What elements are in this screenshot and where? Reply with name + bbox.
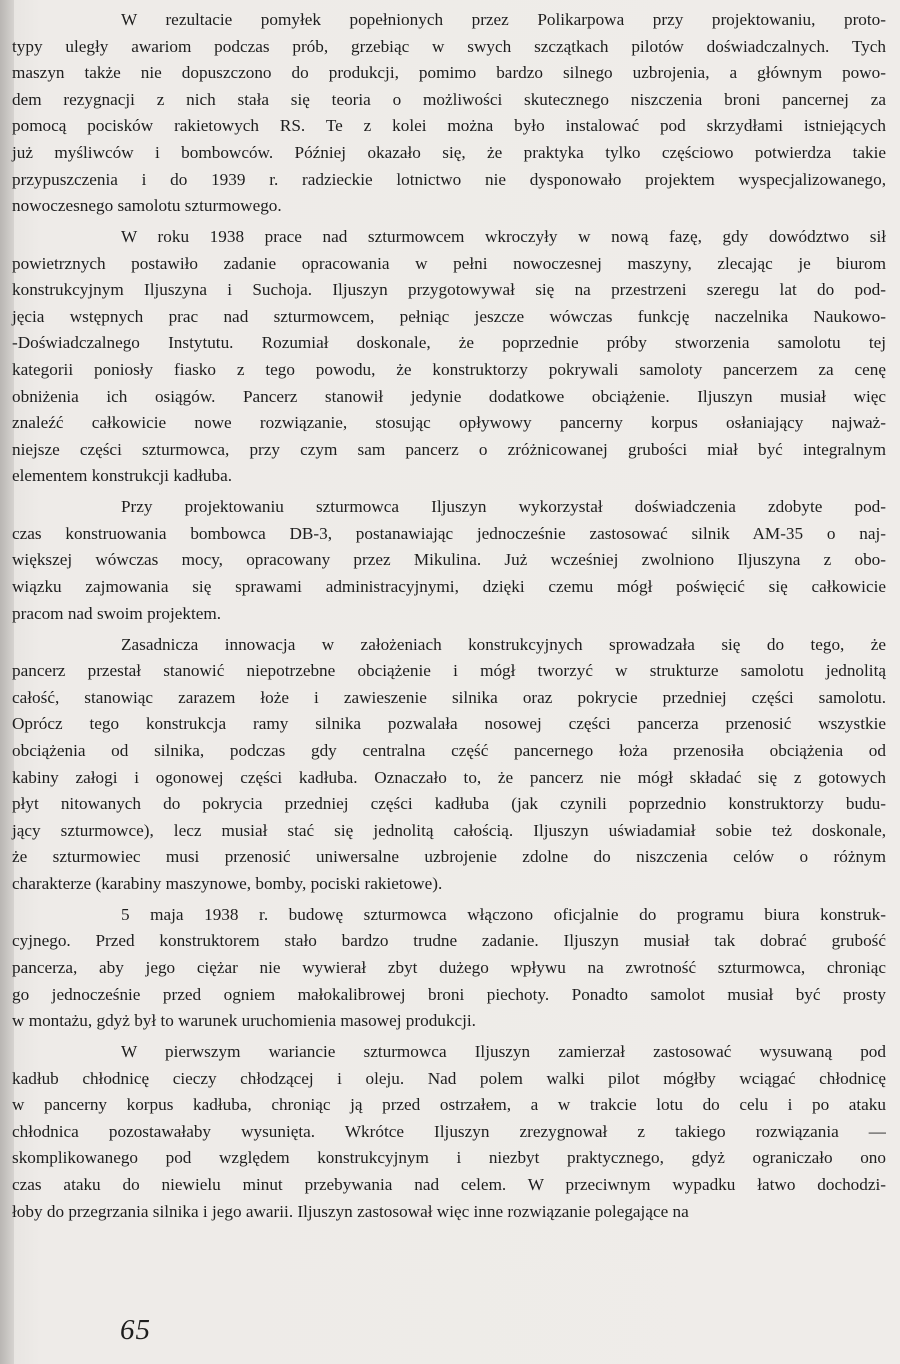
text-line: chłodnica pozostawałaby wysunięta. Wkrótce Iljuszyn zrezygnował z takiego rozwiązania — (12, 1121, 886, 1141)
text-line: pancerza, aby jego ciężar nie wywierał zbyt dużego wpływu na zwrotność szturmowca, chroniąc (12, 957, 886, 977)
paragraph (0, 224, 886, 490)
text-line: kategorii poniosły fiasko z tego powodu, że konstruktorzy pokrywali samoloty pancerzem za cenę (12, 360, 886, 380)
text-line: wiązku zajmowania się sprawami administracyjnymi, dzięki czemu mógł poświęcić się całkowicie (12, 577, 886, 597)
text-line: jęcia wstępnych prac nad szturmowcem, pełniąc jeszcze wówczas funkcję naczelnika Naukowo- (12, 306, 886, 326)
text-line: w pancerny korpus kadłuba, chroniąc ją przed ostrzałem, a w trakcie lotu do celu i po ataku (12, 1095, 886, 1115)
paragraph (0, 632, 886, 898)
text-line: typy uległy awariom podczas prób, grzebiąc w swych szczątkach pilotów doświadczalnych. Tych (12, 36, 886, 56)
text-line: już myśliwców i bombowców. Później okazało się, że praktyka tylko częściowo potwierdza takie (12, 142, 886, 162)
text-line: maszyn także nie dopuszczono do produkcji, pomimo bardzo silnego uzbrojenia, a głównym powo- (12, 63, 886, 83)
text-line: kadłub chłodnicę cieczy chłodzącej i oleju. Nad polem walki pilot mógłby wciągać chłodnicę (12, 1068, 886, 1088)
text-line: powietrznych postawiło zadanie opracowania w pełni nowoczesnej maszyny, zlecając je biurom (12, 253, 886, 273)
text-line: pracom nad swoim projektem. (12, 603, 222, 623)
text-line: go jednocześnie przed ogniem małokalibrowej broni piechoty. Ponadto samolot musiał być prosty (12, 984, 886, 1004)
text-line: że szturmowiec musi przenosić uniwersalne uzbrojenie zdolne do niszczenia celów o różnym (12, 847, 886, 867)
body-text (0, 7, 886, 1230)
text-line: całość, stanowiąc zarazem łoże i zawieszenie silnika oraz pokrycie przedniej części samolotu. (12, 687, 886, 707)
text-line: przypuszczenia i do 1939 r. radzieckie lotnictwo nie dysponowało projektem wyspecjalizowanego, (12, 169, 886, 189)
text-line: płyt nitowanych do pokrycia przedniej części kadłuba (jak czynili poprzednio konstruktorzy budu- (12, 794, 886, 814)
text-line: Oprócz tego konstrukcja ramy silnika pozwalała nosowej części pancerza przenosić wszystkie (12, 714, 886, 734)
text-line: czas konstruowania bombowca DB-3, postanawiając jednocześnie zastosować silnik AM-35 o naj- (12, 523, 886, 543)
text-line: pancerz przestał stanowić niepotrzebne obciążenie i mógł tworzyć w strukturze samolotu jednolitą (12, 661, 886, 681)
text-line: Przy projektowaniu szturmowca Iljuszyn wykorzystał doświadczenia zdobyte pod- (121, 497, 886, 517)
text-line: łoby do przegrzania silnika i jego awarii. Iljuszyn zastosował więc inne rozwiązanie polegające na (12, 1201, 689, 1221)
text-line: pomocą pocisków rakietowych RS. Te z kolei można było instalować pod skrzydłami istniejących (12, 116, 886, 136)
text-line: skomplikowanego pod względem konstrukcyjnym i niezbyt praktycznego, gdyż ograniczało ono (12, 1148, 886, 1168)
text-line: jący szturmowce), lecz musiał stać się jednolitą całością. Iljuszyn uświadamiał sobie też doskonale, (12, 820, 886, 840)
text-line: dem rezygnacji z nich stała się teoria o możliwości skutecznego niszczenia broni pancernej za (12, 89, 886, 109)
text-line: nowoczesnego samolotu szturmowego. (12, 196, 282, 216)
text-line: konstrukcyjnym Iljuszyna i Suchoja. Iljuszyn przygotowywał się na przestrzeni szeregu lat do pod- (12, 280, 886, 300)
text-line: obniżenia ich osiągów. Pancerz stanowił jedynie dodatkowe obciążenie. Iljuszyn musiał więc (12, 386, 886, 406)
text-line: niejsze części szturmowca, przy czym sam pancerz o zróżnicowanej grubości miał być integralnym (12, 439, 886, 459)
text-line: znaleźć całkowicie nowe rozwiązanie, stosując opływowy pancerny korpus osłaniający najważ- (12, 413, 886, 433)
text-line: 5 maja 1938 r. budowę szturmowca włączono oficjalnie do programu biura konstruk- (121, 904, 886, 924)
text-line: W roku 1938 prace nad szturmowcem wkroczyły w nową fazę, gdy dowództwo sił (121, 227, 886, 247)
paragraph (0, 1039, 886, 1225)
text-line: -Doświadczalnego Instytutu. Rozumiał doskonale, że poprzednie próby stworzenia samolotu tej (12, 333, 886, 353)
text-line: W rezultacie pomyłek popełnionych przez Polikarpowa przy projektowaniu, proto- (121, 10, 886, 29)
paragraph (0, 902, 886, 1035)
text-line: czas ataku do niewielu minut przebywania nad celem. W przeciwnym wypadku łatwo dochodzi- (12, 1175, 886, 1195)
text-line: w montażu, gdyż był to warunek uruchomienia masowej produkcji. (12, 1011, 476, 1031)
paragraph (0, 7, 886, 220)
paragraph (0, 494, 886, 627)
text-line: Zasadnicza innowacja w założeniach konstrukcyjnych sprowadzała się do tego, że (121, 634, 886, 654)
text-line: obciążenia od silnika, podczas gdy centralna część pancernego łoża przenosiła obciążenia od (12, 740, 886, 760)
text-line: większej wówczas mocy, opracowany przez Mikulina. Już wcześniej zwolniono Iljuszyna z obo- (12, 550, 886, 570)
text-line: charakterze (karabiny maszynowe, bomby, pociski rakietowe). (12, 873, 443, 893)
text-line: W pierwszym wariancie szturmowca Iljuszyn zamierzał zastosować wysuwaną pod (121, 1042, 886, 1062)
text-line: kabiny załogi i ogonowej części kadłuba. Oznaczało to, że pancerz nie mógł składać się z gotowych (12, 767, 886, 787)
text-line: cyjnego. Przed konstruktorem stało bardzo trudne zadanie. Iljuszyn musiał tak dobrać grubość (12, 931, 886, 951)
page-number: 65 (120, 1314, 151, 1346)
text-line: elementem konstrukcji kadłuba. (12, 466, 233, 486)
